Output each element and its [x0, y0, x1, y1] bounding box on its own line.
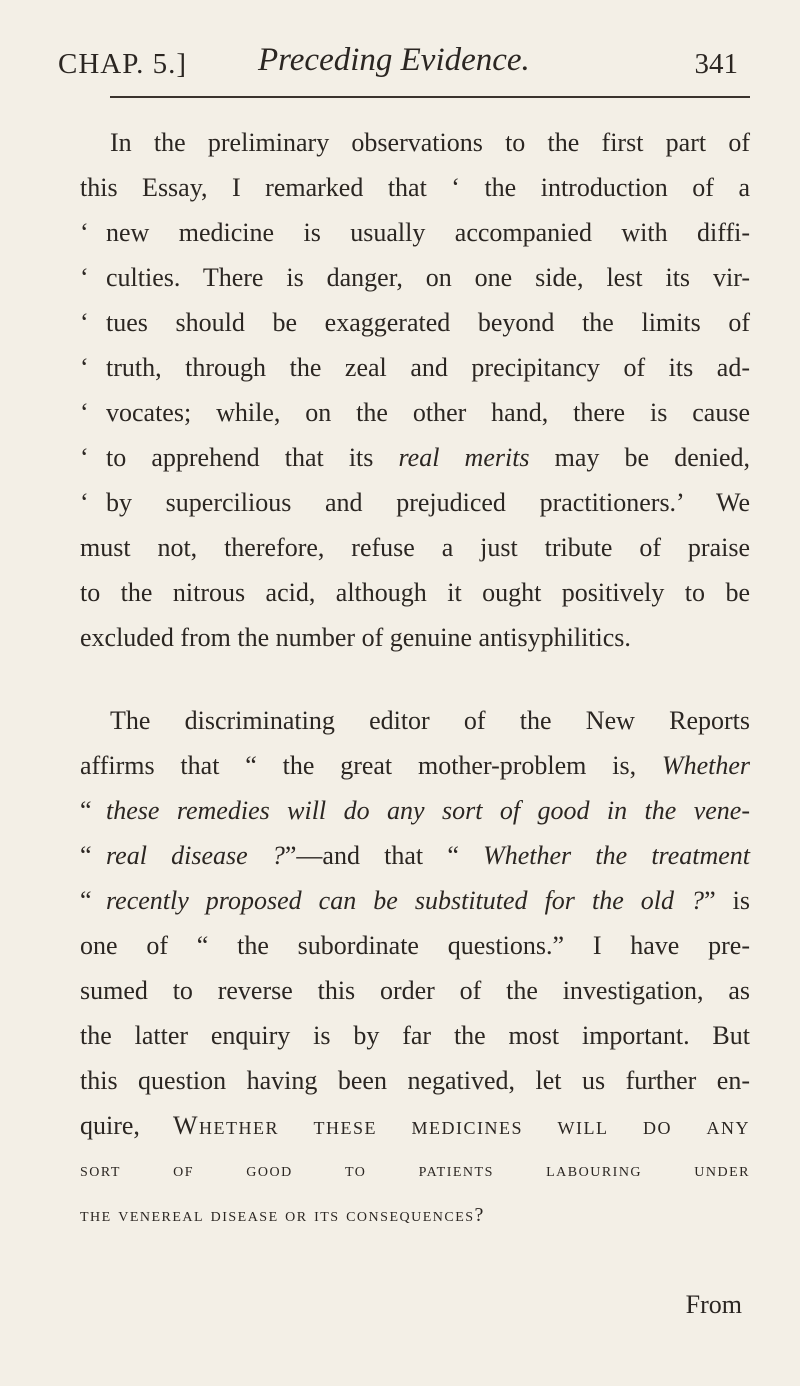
line-text: sumed to reverse this order of the investigation, as — [80, 976, 750, 1005]
open-quote-mark: ‘ — [80, 398, 89, 427]
paragraph-1 — [80, 120, 750, 660]
small-caps-text: sort of good to patients labouring under — [80, 1159, 750, 1181]
running-title: Preceding Evidence. — [258, 42, 530, 78]
line-text: The discriminating editor of the New Reports — [110, 706, 750, 735]
text-line — [80, 435, 750, 480]
text-line — [80, 570, 750, 615]
text-line — [80, 698, 750, 743]
text-line — [80, 1193, 750, 1238]
text-line — [80, 255, 750, 300]
text-line — [80, 923, 750, 968]
line-text: tues should be exaggerated beyond the limits of — [106, 308, 750, 337]
text-line — [80, 525, 750, 570]
text-line — [80, 615, 750, 660]
line-text: to apprehend that its — [106, 443, 399, 472]
text-line — [80, 1103, 750, 1148]
line-text: this question having been negatived, let us further en- — [80, 1066, 750, 1095]
text-line — [80, 120, 750, 165]
open-quote-mark: “ — [80, 841, 92, 870]
open-quote-mark: ‘ — [80, 353, 89, 382]
line-text: by supercilious and prejudiced practitioners.’ We — [106, 488, 750, 517]
line-text: must not, therefore, refuse a just tribute of praise — [80, 533, 750, 562]
italic-text: Whether — [661, 751, 750, 780]
running-header — [58, 42, 738, 98]
line-text: to the nitrous acid, although it ought positively to be — [80, 578, 750, 607]
open-quote-mark: ‘ — [80, 218, 89, 247]
text-line — [80, 1148, 750, 1193]
line-text: may be denied, — [529, 443, 750, 472]
text-line — [80, 878, 750, 923]
line-text: quire, — [80, 1111, 173, 1140]
line-text: ” is — [704, 886, 750, 915]
line-text: culties. There is danger, on one side, lest its vir- — [106, 263, 750, 292]
line-text: truth, through the zeal and precipitancy of its ad- — [106, 353, 750, 382]
line-text: In the preliminary observations to the first part of — [110, 128, 750, 157]
header-rule — [110, 96, 750, 98]
text-line — [80, 833, 750, 878]
text-line — [80, 1058, 750, 1103]
line-text: excluded from the number of genuine antisyphilitics. — [80, 623, 631, 652]
text-line — [80, 1013, 750, 1058]
text-line — [80, 390, 750, 435]
line-text: vocates; while, on the other hand, there is cause — [106, 398, 750, 427]
line-text: affirms that “ the great mother-problem is, — [80, 751, 662, 780]
italic-text: real disease ? — [106, 841, 285, 870]
line-text: ”—and that “ — [284, 841, 484, 870]
line-text: new medicine is usually accompanied with diffi- — [106, 218, 750, 247]
catchword: From — [685, 1290, 742, 1319]
text-line — [80, 788, 750, 833]
open-quote-mark: ‘ — [80, 308, 89, 337]
italic-text: real merits — [398, 443, 530, 472]
open-quote-mark: ‘ — [80, 443, 89, 472]
italic-text: Whether the treatment — [483, 841, 750, 870]
paragraph-gap — [80, 660, 750, 698]
italic-text: these remedies will do any sort of good in the vene- — [106, 796, 750, 825]
open-quote-mark: ‘ — [80, 488, 89, 517]
body-text — [80, 120, 750, 1238]
line-text: one of “ the subordinate questions.” I have pre- — [80, 931, 750, 960]
italic-text: recently proposed can be substituted for the old ? — [106, 886, 705, 915]
open-quote-mark: “ — [80, 796, 92, 825]
text-line — [80, 210, 750, 255]
paragraph-2 — [80, 698, 750, 1238]
open-quote-mark: “ — [80, 886, 92, 915]
text-line — [80, 165, 750, 210]
small-caps-text: Whether these medicines will do any — [172, 1111, 750, 1140]
line-text: this Essay, I remarked that ‘ the introduction of a — [80, 173, 750, 202]
chapter-label: CHAP. 5.] — [58, 48, 188, 80]
open-quote-mark: ‘ — [80, 263, 89, 292]
text-line — [80, 968, 750, 1013]
page-number: 341 — [694, 48, 738, 80]
line-text: the latter enquiry is by far the most important. But — [80, 1021, 750, 1050]
text-line — [80, 743, 750, 788]
text-line — [80, 300, 750, 345]
small-caps-text: the venereal disease or its consequences? — [80, 1204, 485, 1226]
text-line — [80, 480, 750, 525]
text-line — [80, 345, 750, 390]
